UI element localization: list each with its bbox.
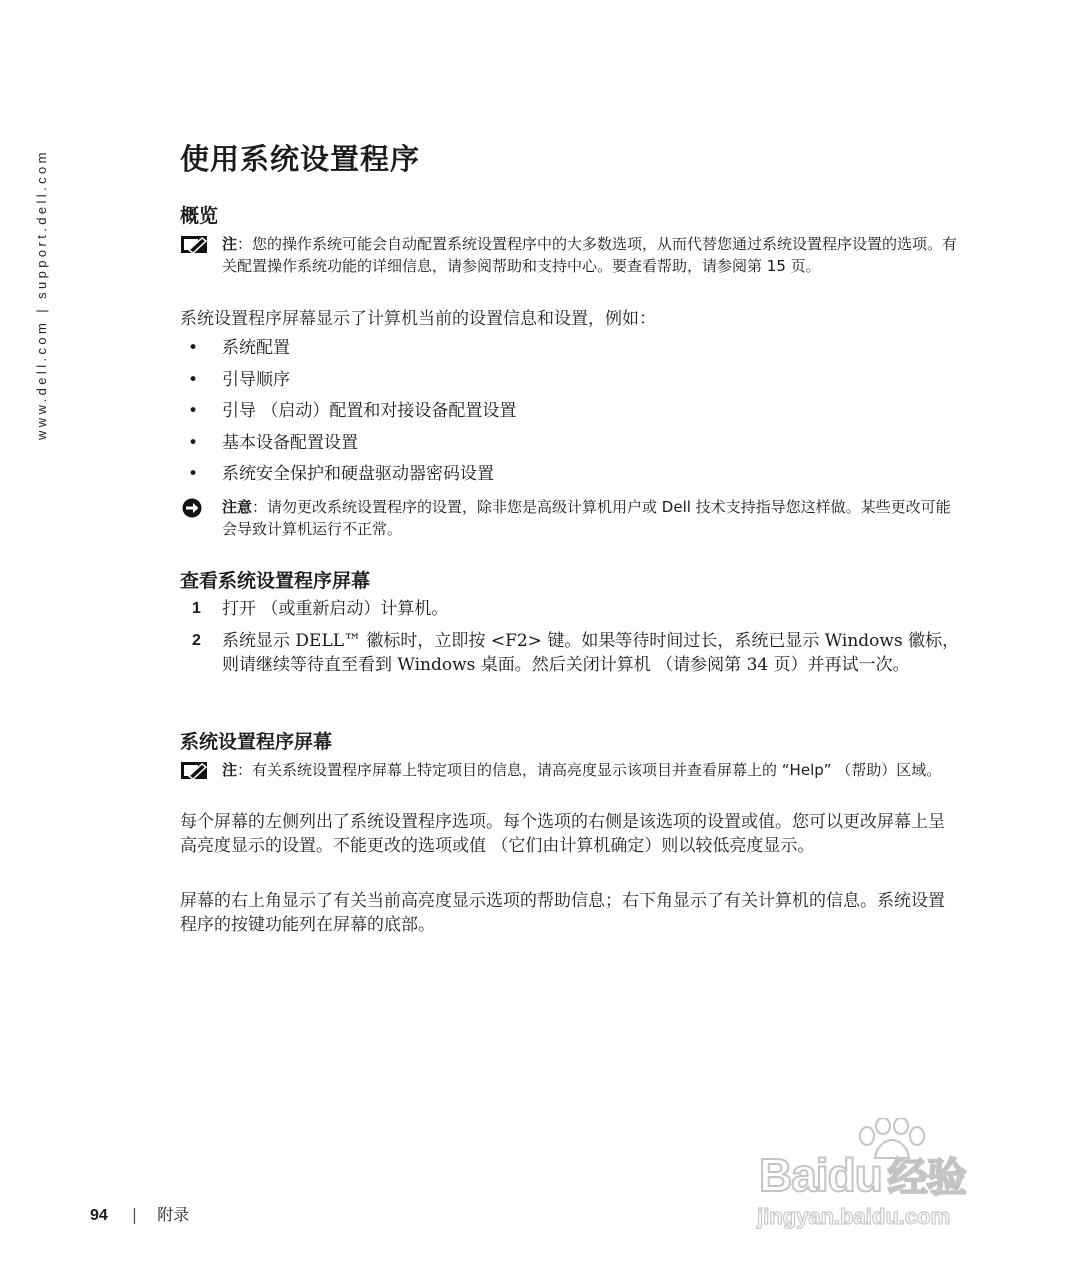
note-text: ：有关系统设置程序屏幕上特定项目的信息，请高亮度显示该项目并查看屏幕上的 “Help” （帮助）区域。 xyxy=(237,761,942,779)
notice-arrow-icon xyxy=(180,498,210,518)
section-heading-overview: 概览 xyxy=(180,205,219,227)
baidu-watermark xyxy=(745,1118,1005,1238)
notice-text: ：请勿更改系统设置程序的设置，除非您是高级计算机用户或 Dell 技术支持指导您这样做。某些更改可能会导致计算机运行不正常。 xyxy=(222,498,951,538)
step-text: 打开 （或重新启动）计算机。 xyxy=(222,599,449,619)
watermark-url: jingyan.baidu.com xyxy=(757,1204,951,1229)
step-number: 2 xyxy=(192,632,201,649)
section-heading-view: 查看系统设置程序屏幕 xyxy=(180,570,371,592)
list-item: • 引导顺序 xyxy=(188,369,290,390)
step-number: 1 xyxy=(192,600,201,617)
note-text: ：您的操作系统可能会自动配置系统设置程序中的大多数选项，从而代替您通过系统设置程序设置的选项。有关配置操作系统功能的详细信息，请参阅帮助和支持中心。要查看帮助，请参阅第 15 页。 xyxy=(222,235,958,275)
list-item: • 系统安全保护和硬盘驱动器密码设置 xyxy=(188,464,494,484)
notice-label: 注意 xyxy=(222,498,253,516)
list-item: • 基本设备配置设置 xyxy=(188,432,358,453)
note-screen xyxy=(180,759,960,781)
page-number: 94 xyxy=(90,1207,108,1224)
watermark-brand: Baidu 经验 xyxy=(759,1149,966,1201)
notice-warning xyxy=(180,496,960,540)
bullet-list xyxy=(180,336,960,494)
sidebar-url xyxy=(34,140,54,440)
list-item: • 引导 （启动）配置和对接设备配置设置 xyxy=(188,401,517,421)
footer-section: 附录 xyxy=(157,1205,190,1224)
note-label: 注 xyxy=(222,761,238,779)
step-text: 系统显示 DELL™ 徽标时，立即按 <F2> 键。如果等待时间过长，系统已显示 Windows 徽标，则请继续等待直至看到 Windows 桌面。然后关闭计算机 （请参阅第 34 页）并再试一次。 xyxy=(222,631,960,675)
note-pencil-icon xyxy=(180,235,210,255)
intro-paragraph: 系统设置程序屏幕显示了计算机当前的设置信息和设置，例如： xyxy=(180,309,656,329)
sidebar-url-text: www.dell.com | support.dell.com xyxy=(34,149,49,440)
note-label: 注 xyxy=(222,235,238,253)
note-pencil-icon xyxy=(180,761,210,781)
note-overview xyxy=(180,233,960,277)
page-footer xyxy=(90,1202,189,1225)
step-item xyxy=(180,629,960,677)
screen-paragraph-2: 屏幕的右上角显示了有关当前高亮度显示选项的帮助信息；右下角显示了有关计算机的信息。系统设置程序的按键功能列在屏幕的底部。 xyxy=(180,891,945,935)
screen-paragraph-1: 每个屏幕的左侧列出了系统设置程序选项。每个选项的右侧是该选项的设置或值。您可以更改屏幕上呈高亮度显示的设置。不能更改的选项或值 （它们由计算机确定）则以较低亮度显示。 xyxy=(180,812,945,856)
section-heading-screen: 系统设置程序屏幕 xyxy=(180,731,333,753)
page-title: 使用系统设置程序 xyxy=(180,142,421,176)
step-item xyxy=(180,597,960,621)
list-item: • 系统配置 xyxy=(188,338,290,358)
footer-separator: | xyxy=(131,1205,138,1224)
